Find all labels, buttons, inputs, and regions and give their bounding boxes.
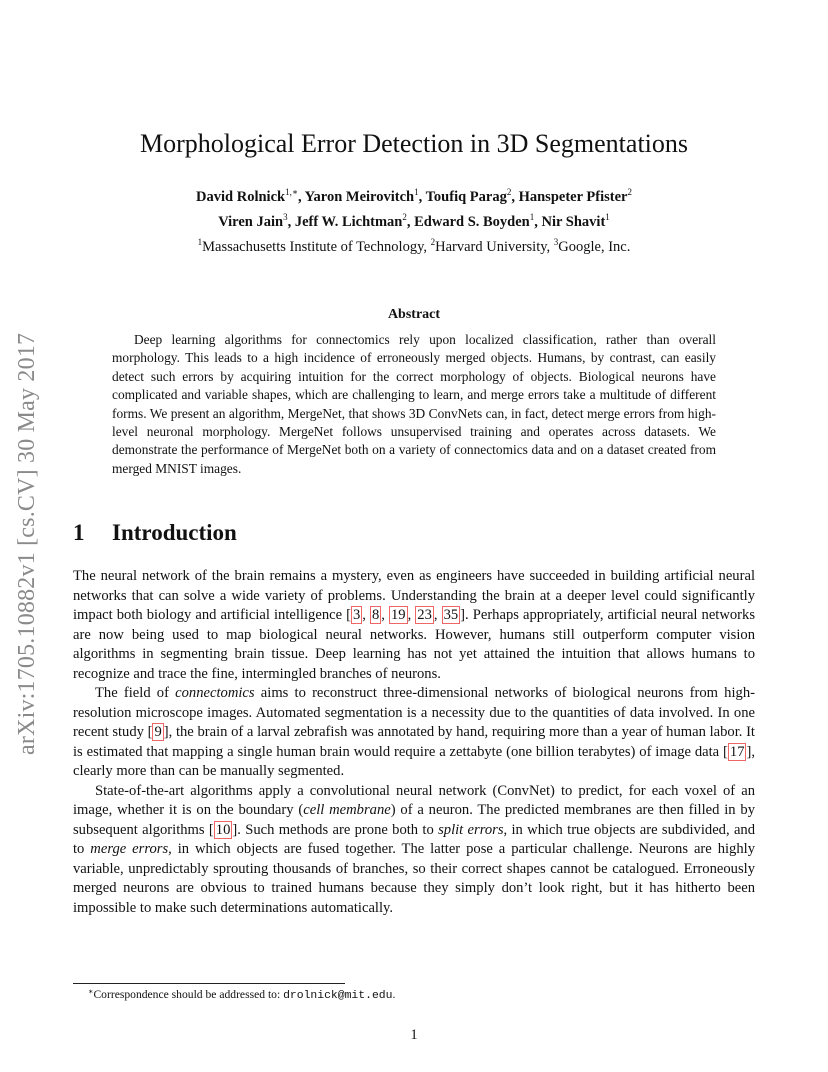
paragraph: The neural network of the brain remains a mystery, even as engineers have succeeded in building artificial neural networks that can solve a wide variety of problems. Understanding the brain at a deeper level could significantly impact both biology and artificial intelligence [ 3 , 8 , 19 , 23 , 35 ]. Perhaps appropriately, artificial neural networks are now being used to map biological neural networks. However, humans still outperform computer vision algorithms in segmenting brain tissue. Deep learning has not yet attained the intuition that allows humans to recognize and trace the fine, intermingled branches of neurons.	[73, 568, 756, 682]
author-affil-mark: 2	[506, 187, 512, 197]
paragraph-text: ], clearly more than can be manually segmented.	[73, 743, 755, 779]
emphasis-term: merge errors	[90, 841, 169, 857]
paragraph	[73, 684, 755, 782]
affil-mark: 1	[197, 237, 203, 247]
affil-name: Harvard University	[435, 239, 547, 255]
paragraph	[73, 782, 755, 919]
citation-link[interactable]: 10	[215, 821, 231, 838]
footnote-mark: ∗	[88, 987, 94, 996]
author-name: Edward S. Boyden	[414, 214, 530, 230]
page-number: 1	[410, 1027, 418, 1043]
author-affil-mark: 2	[402, 212, 407, 222]
paragraph-text: ]. Such methods are prone both to	[232, 821, 439, 838]
citation-link[interactable]: 8	[371, 607, 380, 623]
author-affil-mark: 1	[529, 212, 535, 222]
affil-name: Google, Inc.	[558, 239, 631, 255]
author-name: David Rolnick	[196, 189, 286, 205]
author-affil-mark: 1	[414, 187, 419, 197]
paragraph-text: The field of	[95, 685, 176, 701]
paragraph-text: , in which objects are fused together. The latter pose a particular challenge. Neurons are highly variable, unpredictably sprouting thousands of branches, so their correct shapes cannot be catalogued. Erroneously merged neurons are obvious to trained humans because they simply don’t look right, but it has hitherto been impossible to make such determinations automatically.	[73, 841, 756, 916]
citation-link[interactable]: 3	[352, 607, 361, 623]
author-name: Jeff W. Lichtman	[294, 214, 403, 230]
footnote-rule	[73, 983, 345, 984]
paragraph-text: , in which true objects are subdivided, and to	[73, 821, 756, 857]
author-name: Hanspeter Pfister	[518, 189, 628, 205]
affiliations: $^1$Massachusetts Institute of Technology, $^2$Harvard University, $^3$Google, Inc.	[197, 237, 631, 255]
paragraph-text: State-of-the-art algorithms apply a convolutional neural network (ConvNet) to predict, for each voxel of an image, whether it is on the boundary (	[73, 782, 755, 818]
author-name: Toufiq Parag	[425, 189, 507, 205]
affil-mark: 2	[430, 237, 436, 247]
author-affil-mark: 1,∗	[285, 187, 298, 197]
author-name: Nir Shavit	[541, 214, 606, 230]
paper-title: Morphological Error Detection in 3D Segmentations	[139, 129, 689, 158]
citation-link[interactable]: 23	[417, 607, 432, 623]
paragraph-text: The neural network of the brain remains a mystery, even as engineers have succeeded in building artificial neural networks that can solve a wide variety of problems. Understanding the brain at a deeper level could significantly impact both biology and artificial intelligence [	[73, 568, 755, 623]
abstract-heading: Abstract	[387, 307, 441, 322]
introduction-body	[73, 567, 755, 918]
emphasis-term: connectomics	[175, 685, 255, 701]
emphasis-term: split errors	[438, 821, 504, 838]
author-affil-mark: 3	[283, 212, 288, 222]
section-heading	[73, 520, 237, 546]
footnote-text: Correspondence should be addressed to:	[93, 988, 284, 1001]
author-name: Viren Jain	[218, 214, 284, 230]
footnote	[88, 987, 395, 1004]
emphasis-term: cell membrane	[303, 802, 391, 818]
footnote-end: .	[392, 988, 396, 1001]
citation-link[interactable]: 9	[154, 724, 162, 740]
section-title: Introduction	[112, 520, 237, 545]
paragraph-text: ], the brain of a larval zebrafish was annotated by hand, requiring more than a year of human labor. It is estimated that mapping a single human brain would require a zettabyte (one billion terabytes) of image data [	[73, 724, 755, 760]
section-number: 1	[73, 520, 85, 545]
abstract-body: Deep learning algorithms for connectomics rely upon localized classification, rather than overall morphology. This leads to a high incidence of erroneously merged objects. Humans, by contrast, can easily detect such errors by acquiring intuition for the correct morphology of objects. Biological neurons have complicated and variable shapes, which are challenging to learn, and merge errors take a multitude of different forms. We present an algorithm, MergeNet, that shows 3D ConvNets can, in fact, detect merge errors from high-level neuronal morphology. MergeNet follows unsupervised training and operates across datasets. We demonstrate the performance of MergeNet both on a variety of connectomics data and on a dataset created from merged MNIST images.	[112, 332, 716, 476]
authors-line-1: David Rolnick$^{1,∗}$, Yaron Meirovitch$^1$, Toufiq Parag$^2$, Hanspeter Pfister$^2$	[196, 187, 632, 205]
arxiv-identifier: arXiv:1705.10882v1 [cs.CV] 30 May 2017	[14, 332, 40, 755]
citation-link[interactable]: 35	[443, 607, 459, 623]
authors-line-2: Viren Jain$^3$, Jeff W. Lichtman$^2$, Edward S. Boyden$^1$, Nir Shavit$^1$	[218, 212, 610, 230]
author-affil-mark: 2	[627, 187, 632, 197]
citation-link[interactable]: 17	[729, 743, 745, 760]
citation-link[interactable]: 19	[390, 607, 406, 623]
affil-name: Massachusetts Institute of Technology	[202, 239, 424, 255]
footnote-email[interactable]: drolnick@mit.edu	[283, 990, 393, 1002]
paragraph-text: ) of a neuron. The predicted membranes are then filled in by subsequent algorithms [	[73, 802, 756, 838]
paragraph-text: ]. Perhaps appropriately, artificial neural networks are now being used to map biological neural networks. However, humans still outperform computer vision algorithms in segmenting brain tissue. Deep learning has not yet attained the intuition that allows humans to recognize and trace the fine, intermingled branches of neurons.	[73, 607, 756, 682]
paragraph-text: aims to reconstruct three-dimensional networks of biological neurons from high-resolution microscope images. Automated segmentation is a necessity due to the quantities of data involved. In one recent study [	[73, 685, 755, 740]
affil-mark: 3	[553, 237, 559, 247]
author-name: Yaron Meirovitch	[304, 189, 415, 205]
author-affil-mark: 1	[605, 212, 610, 222]
